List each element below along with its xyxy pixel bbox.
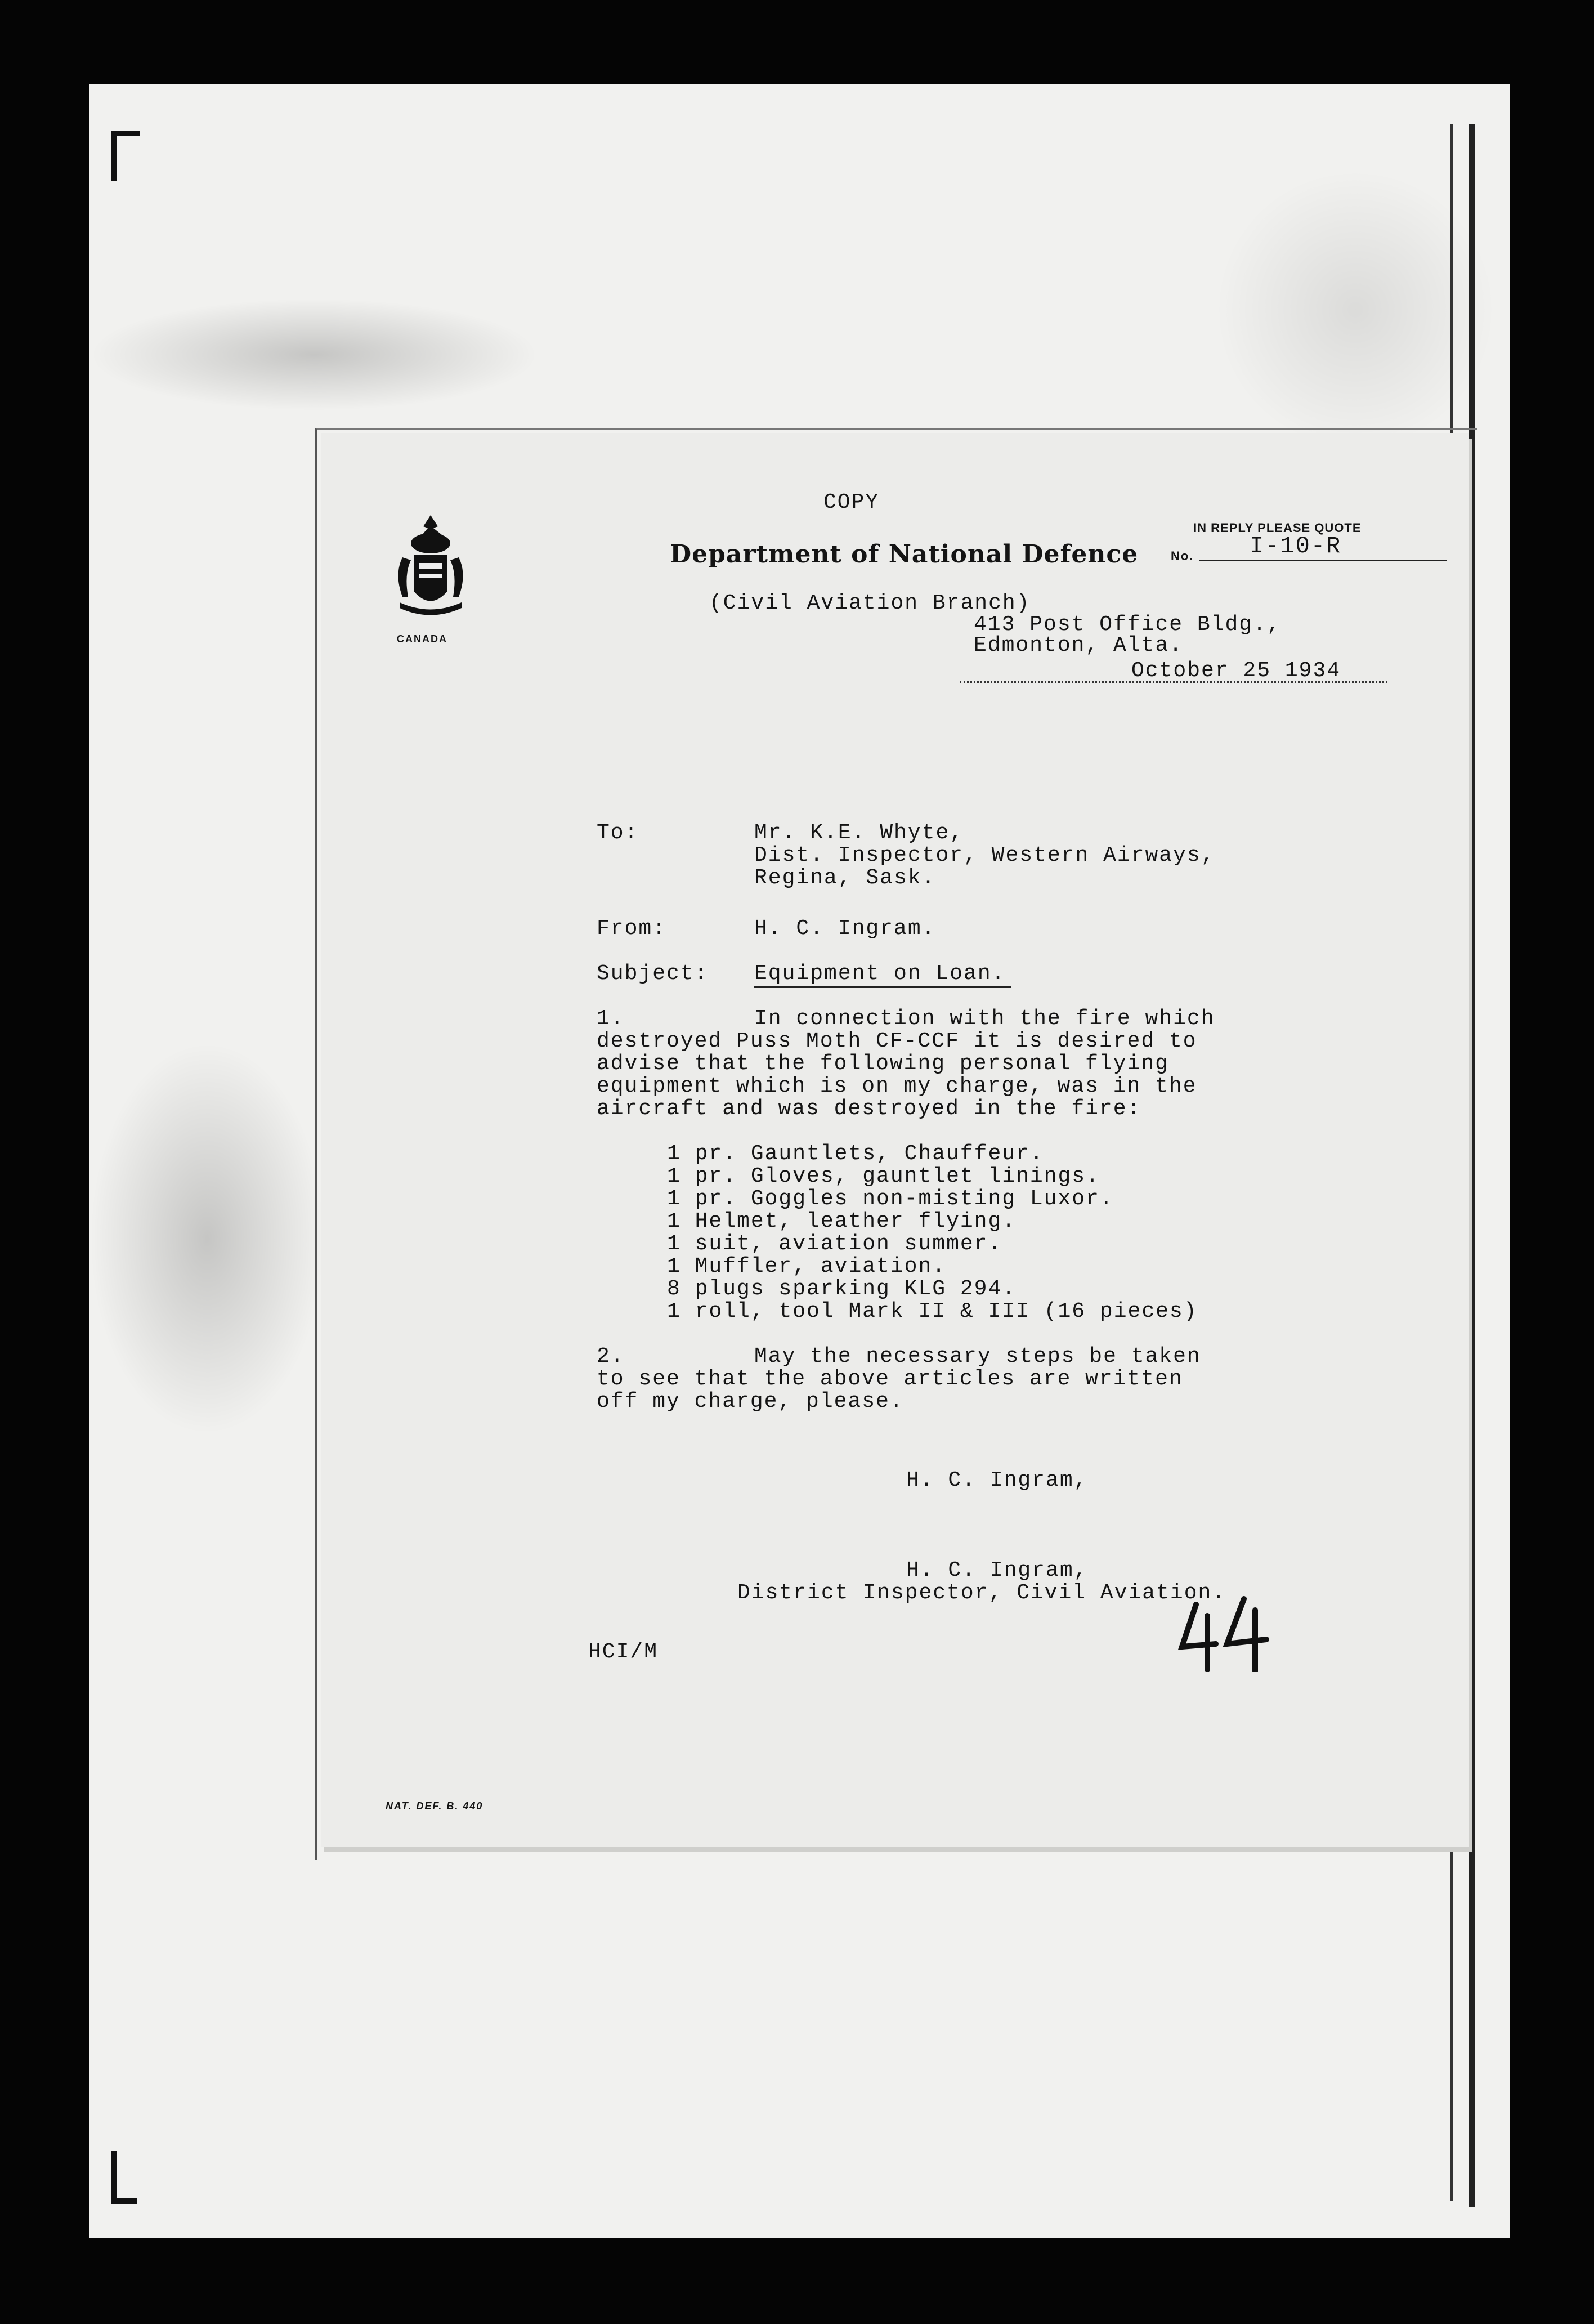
paragraph-number: 1.	[597, 1007, 625, 1031]
sender-name: H. C. Ingram.	[754, 917, 936, 941]
reference-number: I-10-R	[1250, 533, 1342, 560]
paragraph-number: 2.	[597, 1344, 625, 1369]
department-heading: Department of National Defence	[670, 540, 1139, 569]
form-code: NAT. DEF. B. 440	[386, 1800, 483, 1812]
typist-initials: HCI/M	[588, 1640, 659, 1664]
smudge	[89, 298, 539, 411]
smudge	[1215, 169, 1496, 450]
crop-mark-top-left	[111, 131, 117, 181]
equipment-item: 1 pr. Gloves, gauntlet linings.	[667, 1164, 1100, 1188]
reply-label: IN REPLY PLEASE QUOTE	[1193, 521, 1362, 535]
paragraph-line: May the necessary steps be taken	[754, 1344, 1201, 1369]
paragraph-line: to see that the above articles are written	[597, 1367, 1183, 1391]
signature-line: H. C. Ingram,	[906, 1468, 1088, 1492]
paragraph-line: aircraft and was destroyed in the fire:	[597, 1097, 1141, 1121]
handwritten-number	[1176, 1593, 1272, 1672]
subject-underline	[754, 986, 1011, 988]
branch-name: (Civil Aviation Branch)	[709, 591, 1031, 615]
from-label: From:	[597, 917, 667, 941]
subject-value: Equipment on Loan.	[754, 962, 1006, 986]
equipment-item: 1 Muffler, aviation.	[667, 1254, 947, 1279]
reference-underline	[1199, 560, 1447, 561]
paragraph-line: In connection with the fire which	[754, 1007, 1215, 1031]
signatory-name: H. C. Ingram,	[906, 1558, 1088, 1583]
crop-mark-bottom-left	[111, 2198, 137, 2204]
equipment-item: 8 plugs sparking KLG 294.	[667, 1277, 1017, 1301]
address-line-2: Edmonton, Alta.	[974, 633, 1184, 658]
equipment-item: 1 pr. Gauntlets, Chauffeur.	[667, 1142, 1044, 1166]
address-line-1: 413 Post Office Bldg.,	[974, 613, 1281, 637]
number-label: No.	[1171, 549, 1194, 563]
letter-date: October 25 1934	[1131, 659, 1341, 683]
recipient-line: Mr. K.E. Whyte,	[754, 821, 964, 845]
equipment-item: 1 pr. Goggles non-misting Luxor.	[667, 1187, 1114, 1211]
crop-mark-top-left	[111, 131, 140, 136]
paragraph-line: off my charge, please.	[597, 1389, 904, 1414]
date-dotted-line	[960, 681, 1387, 683]
copy-label: COPY	[823, 490, 880, 515]
equipment-item: 1 suit, aviation summer.	[667, 1232, 1002, 1256]
recipient-line: Dist. Inspector, Western Airways,	[754, 843, 1215, 868]
letter-sheet	[321, 433, 1469, 1847]
canada-crest-icon	[388, 512, 473, 625]
subject-label: Subject:	[597, 962, 709, 986]
paragraph-line: advise that the following personal flying	[597, 1052, 1169, 1076]
equipment-item: 1 Helmet, leather flying.	[667, 1209, 1017, 1233]
paragraph-line: equipment which is on my charge, was in the	[597, 1074, 1197, 1098]
crop-mark-bottom-left	[111, 2151, 117, 2204]
crest-caption: CANADA	[397, 633, 447, 645]
signatory-title: District Inspector, Civil Aviation.	[737, 1581, 1226, 1605]
equipment-item: 1 roll, tool Mark II & III (16 pieces)	[667, 1299, 1198, 1324]
to-label: To:	[597, 821, 639, 845]
recipient-line: Regina, Sask.	[754, 866, 936, 890]
paragraph-line: destroyed Puss Moth CF-CCF it is desired to	[597, 1029, 1197, 1053]
smudge	[89, 1042, 325, 1436]
